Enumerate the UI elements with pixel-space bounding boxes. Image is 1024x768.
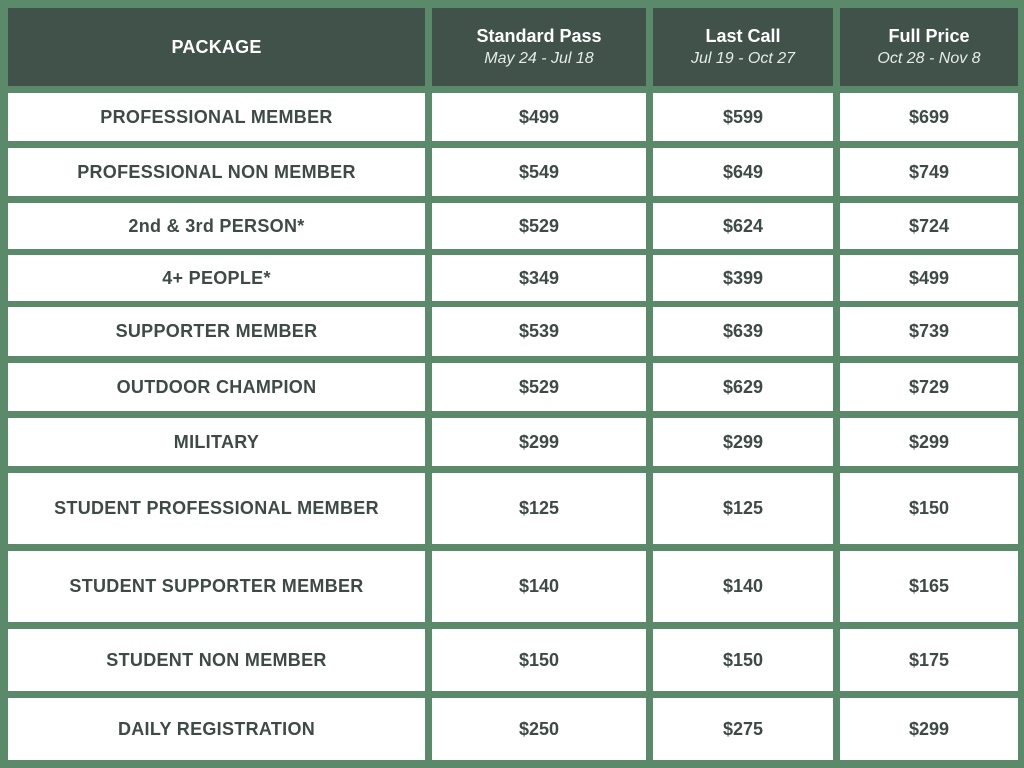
- price-last-call: $299: [653, 418, 833, 466]
- price-standard-pass: $125: [432, 473, 646, 544]
- package-cell: PROFESSIONAL NON MEMBER: [8, 148, 425, 196]
- price-last-call: $140: [653, 551, 833, 622]
- price-full-price: $175: [840, 629, 1018, 691]
- package-cell: STUDENT SUPPORTER MEMBER: [8, 551, 425, 622]
- package-cell: SUPPORTER MEMBER: [8, 307, 425, 356]
- price-last-call: $649: [653, 148, 833, 196]
- package-cell: OUTDOOR CHAMPION: [8, 363, 425, 411]
- price-last-call: $629: [653, 363, 833, 411]
- price-standard-pass: $549: [432, 148, 646, 196]
- price-last-call: $599: [653, 93, 833, 141]
- price-full-price: $729: [840, 363, 1018, 411]
- price-standard-pass: $250: [432, 698, 646, 760]
- header-full-price-title: Full Price: [888, 26, 970, 46]
- price-full-price: $699: [840, 93, 1018, 141]
- package-cell: MILITARY: [8, 418, 425, 466]
- price-standard-pass: $499: [432, 93, 646, 141]
- package-cell: 2nd & 3rd PERSON*: [8, 203, 425, 249]
- header-standard-pass-title: Standard Pass: [476, 26, 602, 46]
- price-full-price: $150: [840, 473, 1018, 544]
- price-full-price: $165: [840, 551, 1018, 622]
- price-standard-pass: $140: [432, 551, 646, 622]
- package-cell: DAILY REGISTRATION: [8, 698, 425, 760]
- header-full-price: [840, 8, 1018, 86]
- price-last-call: $639: [653, 307, 833, 356]
- price-last-call: $125: [653, 473, 833, 544]
- price-standard-pass: $150: [432, 629, 646, 691]
- header-last-call: [653, 8, 833, 86]
- price-standard-pass: $539: [432, 307, 646, 356]
- price-last-call: $399: [653, 255, 833, 301]
- price-standard-pass: $349: [432, 255, 646, 301]
- package-cell: STUDENT PROFESSIONAL MEMBER: [8, 473, 425, 544]
- price-full-price: $749: [840, 148, 1018, 196]
- price-full-price: $724: [840, 203, 1018, 249]
- price-full-price: $299: [840, 418, 1018, 466]
- header-standard-pass: [432, 8, 646, 86]
- header-package: [8, 8, 425, 86]
- header-full-price-dates: Oct 28 - Nov 8: [877, 50, 981, 67]
- package-cell: PROFESSIONAL MEMBER: [8, 93, 425, 141]
- price-last-call: $275: [653, 698, 833, 760]
- price-standard-pass: $299: [432, 418, 646, 466]
- header-last-call-dates: Jul 19 - Oct 27: [690, 50, 796, 67]
- header-standard-pass-dates: May 24 - Jul 18: [484, 50, 594, 67]
- price-full-price: $499: [840, 255, 1018, 301]
- price-standard-pass: $529: [432, 203, 646, 249]
- price-full-price: $739: [840, 307, 1018, 356]
- package-cell: 4+ PEOPLE*: [8, 255, 425, 301]
- header-package-label: PACKAGE: [171, 36, 262, 57]
- price-last-call: $150: [653, 629, 833, 691]
- header-last-call-title: Last Call: [705, 26, 781, 46]
- pricing-table: [8, 8, 1018, 760]
- price-full-price: $299: [840, 698, 1018, 760]
- package-cell: STUDENT NON MEMBER: [8, 629, 425, 691]
- price-standard-pass: $529: [432, 363, 646, 411]
- price-last-call: $624: [653, 203, 833, 249]
